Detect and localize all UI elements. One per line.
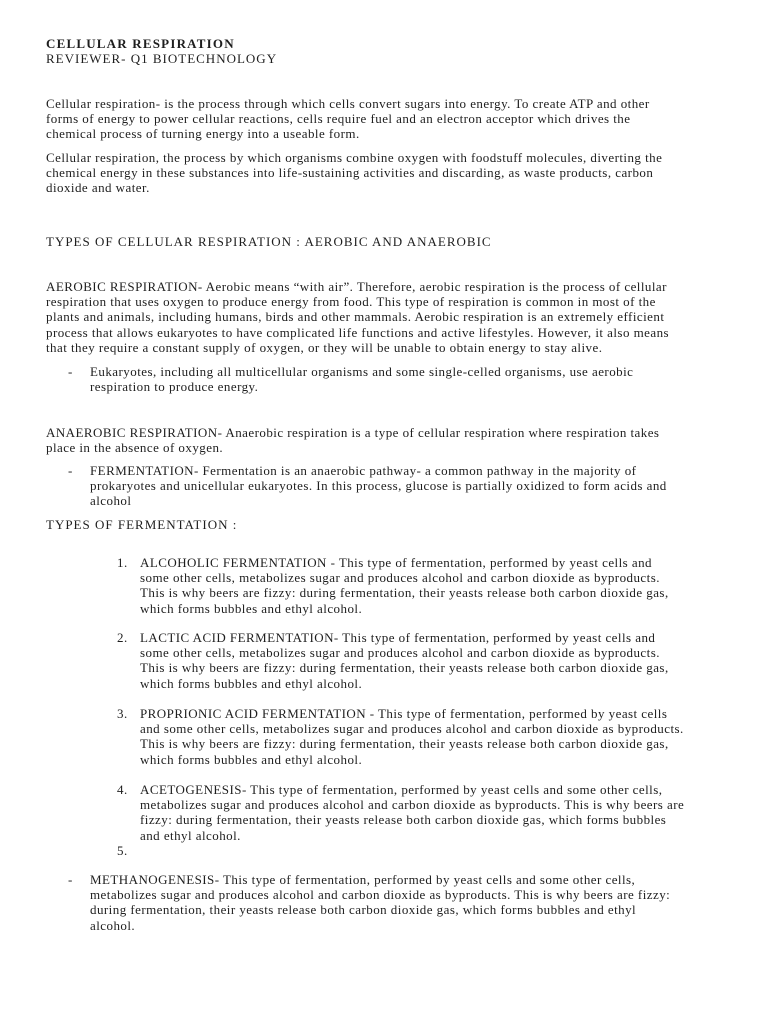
bullet-line: prokaryotes and unicellular eukaryotes. In this process, glucose is partially oxidized to form acids and — [90, 478, 667, 494]
list-line: fizzy: during fermentation, their yeasts release both carbon dioxide gas, which forms bubbles — [140, 812, 667, 828]
section-heading: TYPES OF CELLULAR RESPIRATION : AEROBIC AND ANAEROBIC — [46, 234, 492, 249]
list-item-text — [140, 555, 669, 616]
bullet-marker: - — [68, 364, 73, 379]
aerobic-bullet-item — [68, 364, 633, 394]
list-line: ALCOHOLIC FERMENTATION - This type of fermentation, performed by yeast cells and — [140, 555, 653, 570]
paragraph-line: process that allows eukaryotes to have complicated life functions and active lifestyles. However, it also means — [46, 324, 670, 340]
paragraph-line: that they require a constant supply of oxygen, or they will be unable to obtain energy to stay alive. — [46, 339, 603, 355]
fermentation-types-heading — [46, 517, 237, 532]
list-number: 4. — [117, 782, 128, 797]
anaerobic-paragraph — [46, 425, 659, 455]
paragraph-line: respiration that uses oxygen to produce energy from food. This type of respiration is common in most of the — [46, 294, 656, 310]
types-heading — [46, 234, 492, 249]
methanogenesis-bullet-item — [68, 872, 670, 933]
list-item-text — [140, 782, 684, 843]
paragraph-line: dioxide and water. — [46, 180, 150, 196]
list-line: metabolizes sugar and produces alcohol and carbon dioxide as byproducts. This is why beers are — [140, 797, 685, 813]
list-item-text — [140, 630, 669, 691]
numbered-list-item — [117, 630, 669, 691]
bullet-line: Eukaryotes, including all multicellular organisms and some single-celled organisms, use aerobic — [90, 364, 634, 379]
list-line: PROPRIONIC ACID FERMENTATION - This type of fermentation, performed by yeast cells — [140, 706, 668, 721]
list-line: some other cells, metabolizes sugar and produces alcohol and carbon dioxide as byproducts. — [140, 570, 660, 586]
list-line: This is why beers are fizzy: during fermentation, their yeasts release both carbon dioxide gas, — [140, 736, 669, 752]
paragraph-line: Cellular respiration, the process by which organisms combine oxygen with foodstuff molecules, diverting the — [46, 150, 663, 165]
bullet-marker: - — [68, 872, 73, 887]
paragraph-line: forms of energy to power cellular reactions, cells require fuel and an electron acceptor which drives the — [46, 111, 631, 127]
list-line: and ethyl alcohol. — [140, 827, 241, 843]
bullet-line: during fermentation, their yeasts release both carbon dioxide gas, which forms bubbles and ethyl — [90, 902, 637, 918]
list-line: some other cells, metabolizes sugar and produces alcohol and carbon dioxide as byproducts. — [140, 645, 660, 661]
list-line: This is why beers are fizzy: during fermentation, their yeasts release both carbon dioxide gas, — [140, 585, 669, 601]
list-line: This is why beers are fizzy: during fermentation, their yeasts release both carbon dioxide gas, — [140, 660, 669, 676]
paragraph-line: place in the absence of oxygen. — [46, 440, 224, 456]
list-line: LACTIC ACID FERMENTATION- This type of fermentation, performed by yeast cells and — [140, 630, 656, 645]
numbered-list-item — [117, 706, 684, 767]
list-line: ACETOGENESIS- This type of fermentation, performed by yeast cells and some other cells, — [140, 782, 663, 797]
numbered-list-item — [117, 782, 684, 843]
list-item-text — [140, 706, 684, 767]
section-heading: TYPES OF FERMENTATION : — [46, 517, 238, 532]
numbered-list-item-empty — [117, 843, 140, 858]
aerobic-paragraph — [46, 279, 669, 355]
bullet-line: alcohol. — [90, 917, 136, 933]
bullet-line: FERMENTATION- Fermentation is an anaerobic pathway- a common pathway in the majority of — [90, 463, 637, 478]
list-line: and some other cells, metabolizes sugar and produces alcohol and carbon dioxide as byproducts. — [140, 721, 684, 737]
bullet-line: METHANOGENESIS- This type of fermentation, performed by yeast cells and some other cells, — [90, 872, 636, 887]
list-line: which forms bubbles and ethyl alcohol. — [140, 675, 363, 691]
numbered-list-item — [117, 555, 669, 616]
bullet-line: metabolizes sugar and produces alcohol and carbon dioxide as byproducts. This is why beers are fizzy: — [90, 887, 671, 903]
list-number: 2. — [117, 630, 128, 645]
bullet-marker: - — [68, 463, 73, 478]
paragraph-line: chemical process of turning energy into a useable form. — [46, 126, 360, 142]
bullet-line: respiration to produce energy. — [90, 379, 259, 395]
document-subtitle: REVIEWER- Q1 BIOTECHNOLOGY — [46, 51, 278, 67]
list-number: 1. — [117, 555, 128, 570]
paragraph-line: AEROBIC RESPIRATION- Aerobic means “with air”. Therefore, aerobic respiration is the process of cellular — [46, 279, 667, 294]
paragraph-line: ANAEROBIC RESPIRATION- Anaerobic respiration is a type of cellular respiration where respiration takes — [46, 425, 660, 440]
bullet-text — [90, 872, 670, 933]
document-title: CELLULAR RESPIRATION — [46, 36, 235, 51]
paragraph-line: Cellular respiration- is the process through which cells convert sugars into energy. To create ATP and other — [46, 96, 650, 111]
paragraph-line: chemical energy in these substances into life-sustaining activities and discarding, as waste products, carbon — [46, 165, 654, 181]
intro-paragraph-2 — [46, 150, 662, 196]
bullet-text — [90, 364, 633, 394]
bullet-line: alcohol — [90, 493, 132, 509]
list-number: 3. — [117, 706, 128, 721]
intro-paragraph-1 — [46, 96, 650, 142]
fermentation-bullet-item — [68, 463, 667, 509]
bullet-text — [90, 463, 667, 509]
list-line: which forms bubbles and ethyl alcohol. — [140, 600, 363, 616]
document-header — [46, 36, 277, 66]
paragraph-line: plants and animals, including humans, birds and other mammals. Aerobic respiration is an extremely efficient — [46, 309, 665, 325]
list-number: 5. — [117, 843, 128, 858]
list-line: which forms bubbles and ethyl alcohol. — [140, 751, 363, 767]
